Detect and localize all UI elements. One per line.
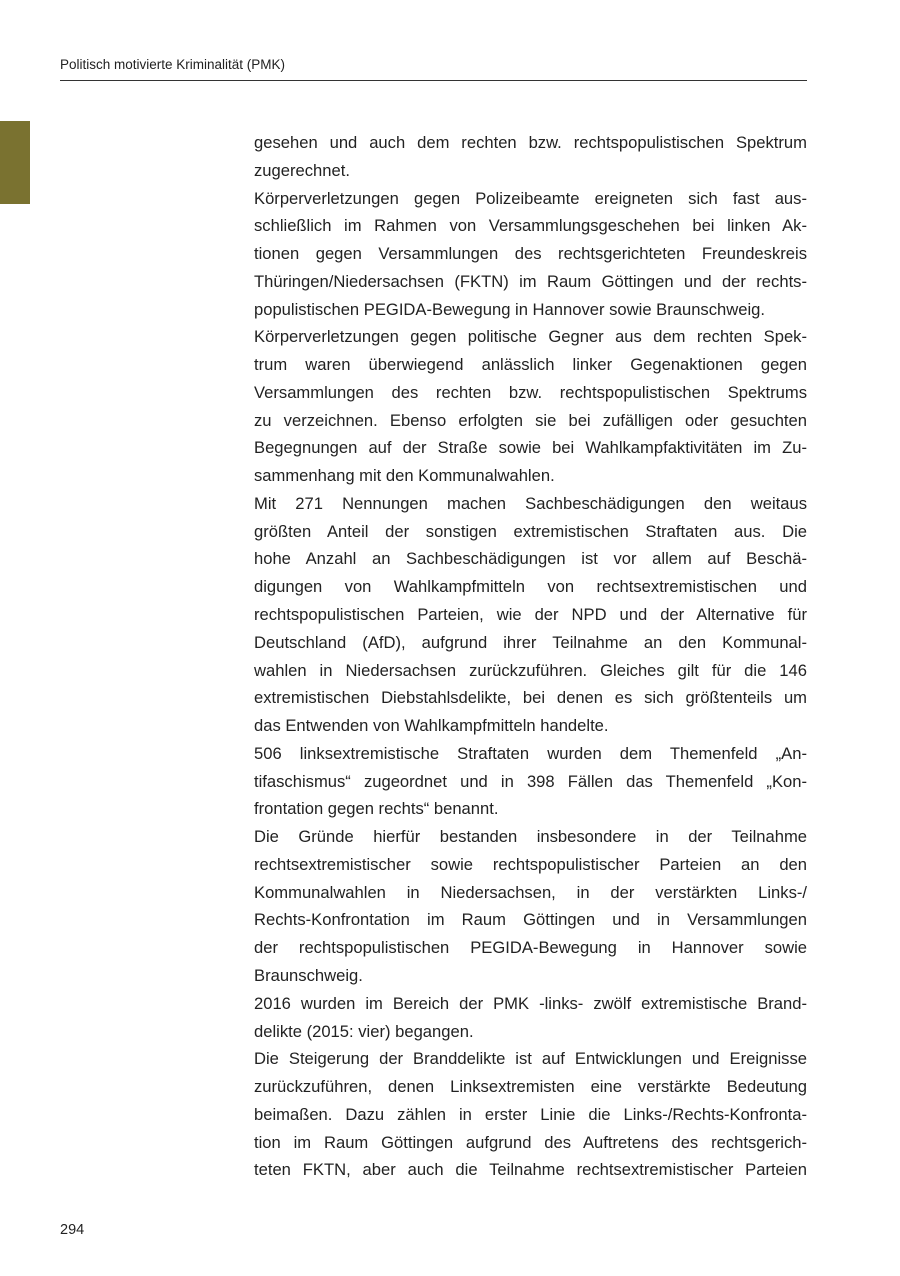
text-line: tifaschismus“ zugeordnet und in 398 Fällen das Themenfeld „Kon- (254, 771, 807, 791)
text-line: Mit 271 Nennungen machen Sachbeschädigungen den weitaus (254, 493, 807, 513)
text-line: sammenhang mit den Kommunalwahlen. (254, 466, 555, 486)
text-line: delikte (2015: vier) begangen. (254, 1021, 474, 1041)
text-line: Körperverletzungen gegen Polizeibeamte ereigneten sich fast aus- (254, 188, 807, 208)
text-line: rechtspopulistischen Parteien, wie der NPD und der Alternative für (254, 605, 807, 625)
text-line: populistischen PEGIDA-Bewegung in Hannover sowie Braunschweig. (254, 299, 765, 319)
text-line: Die Steigerung der Branddelikte ist auf Entwicklungen und Ereignisse (254, 1049, 807, 1069)
text-line: schließlich im Rahmen von Versammlungsgeschehen bei linken Ak- (254, 216, 807, 236)
paragraph (254, 490, 807, 740)
text-line: frontation gegen rechts“ benannt. (254, 799, 499, 819)
text-line: Begegnungen auf der Straße sowie bei Wahlkampfaktivitäten im Zu- (254, 438, 807, 458)
text-line: tion im Raum Göttingen aufgrund des Auftretens des rechtsgerich- (254, 1132, 807, 1152)
paragraph (254, 129, 807, 185)
text-line: größten Anteil der sonstigen extremistischen Straftaten aus. Die (254, 521, 807, 541)
text-line: der rechtspopulistischen PEGIDA-Bewegung in Hannover sowie (254, 938, 807, 958)
paragraph (254, 323, 807, 490)
text-line: gesehen und auch dem rechten bzw. rechtspopulistischen Spektrum (254, 133, 807, 152)
text-line: wahlen in Niedersachsen zurückzuführen. Gleiches gilt für die 146 (254, 660, 807, 680)
text-line: tionen gegen Versammlungen des rechtsgerichteten Freundeskreis (254, 244, 807, 264)
chapter-tab-marker (0, 121, 30, 204)
paragraph (254, 990, 807, 1046)
page-number: 294 (60, 1222, 85, 1238)
text-line: 506 linksextremistische Straftaten wurden dem Themenfeld „An- (254, 743, 807, 763)
text-line: Körperverletzungen gegen politische Gegner aus dem rechten Spek- (254, 327, 807, 347)
paragraph (254, 185, 807, 324)
text-line: digungen von Wahlkampfmitteln von rechtsextremistischen und (254, 577, 807, 597)
paragraph (254, 823, 807, 990)
text-line: Kommunalwahlen in Niedersachsen, in der verstärkten Links-/ (254, 882, 807, 902)
text-line: Braunschweig. (254, 965, 363, 985)
text-line: zu verzeichnen. Ebenso erfolgten sie bei zufälligen oder gesuchten (254, 410, 807, 430)
text-line: extremistischen Diebstahlsdelikte, bei denen es sich größtenteils um (254, 688, 807, 708)
text-line: Thüringen/Niedersachsen (FKTN) im Raum Göttingen und der rechts- (254, 271, 807, 291)
text-line: zugerechnet. (254, 160, 350, 180)
text-line: beimaßen. Dazu zählen in erster Linie die Links-/Rechts-Konfronta- (254, 1104, 807, 1124)
text-line: teten FKTN, aber auch die Teilnahme rechtsextremistischer Parteien (254, 1160, 807, 1180)
text-line: Die Gründe hierfür bestanden insbesondere in der Teilnahme (254, 827, 807, 847)
header-rule (60, 80, 807, 81)
paragraph (254, 740, 807, 823)
text-line: trum waren überwiegend anlässlich linker Gegenaktionen gegen (254, 355, 807, 375)
text-line: zurückzuführen, denen Linksextremisten eine verstärkte Bedeutung (254, 1077, 807, 1097)
text-line: das Entwenden von Wahlkampfmitteln handelte. (254, 716, 609, 736)
paragraph (254, 1045, 807, 1184)
running-header: Politisch motivierte Kriminalität (PMK) (60, 57, 286, 72)
text-line: Deutschland (AfD), aufgrund ihrer Teilnahme an den Kommunal- (254, 632, 807, 652)
text-line: Versammlungen des rechten bzw. rechtspopulistischen Spektrums (254, 382, 807, 402)
body-text (254, 129, 807, 1184)
text-line: 2016 wurden im Bereich der PMK -links- zwölf extremistische Brand- (254, 993, 807, 1013)
text-line: rechtsextremistischer sowie rechtspopulistischer Parteien an den (254, 854, 807, 874)
text-line: Rechts-Konfrontation im Raum Göttingen und in Versammlungen (254, 910, 807, 930)
text-line: hohe Anzahl an Sachbeschädigungen ist vor allem auf Beschä- (254, 549, 807, 569)
